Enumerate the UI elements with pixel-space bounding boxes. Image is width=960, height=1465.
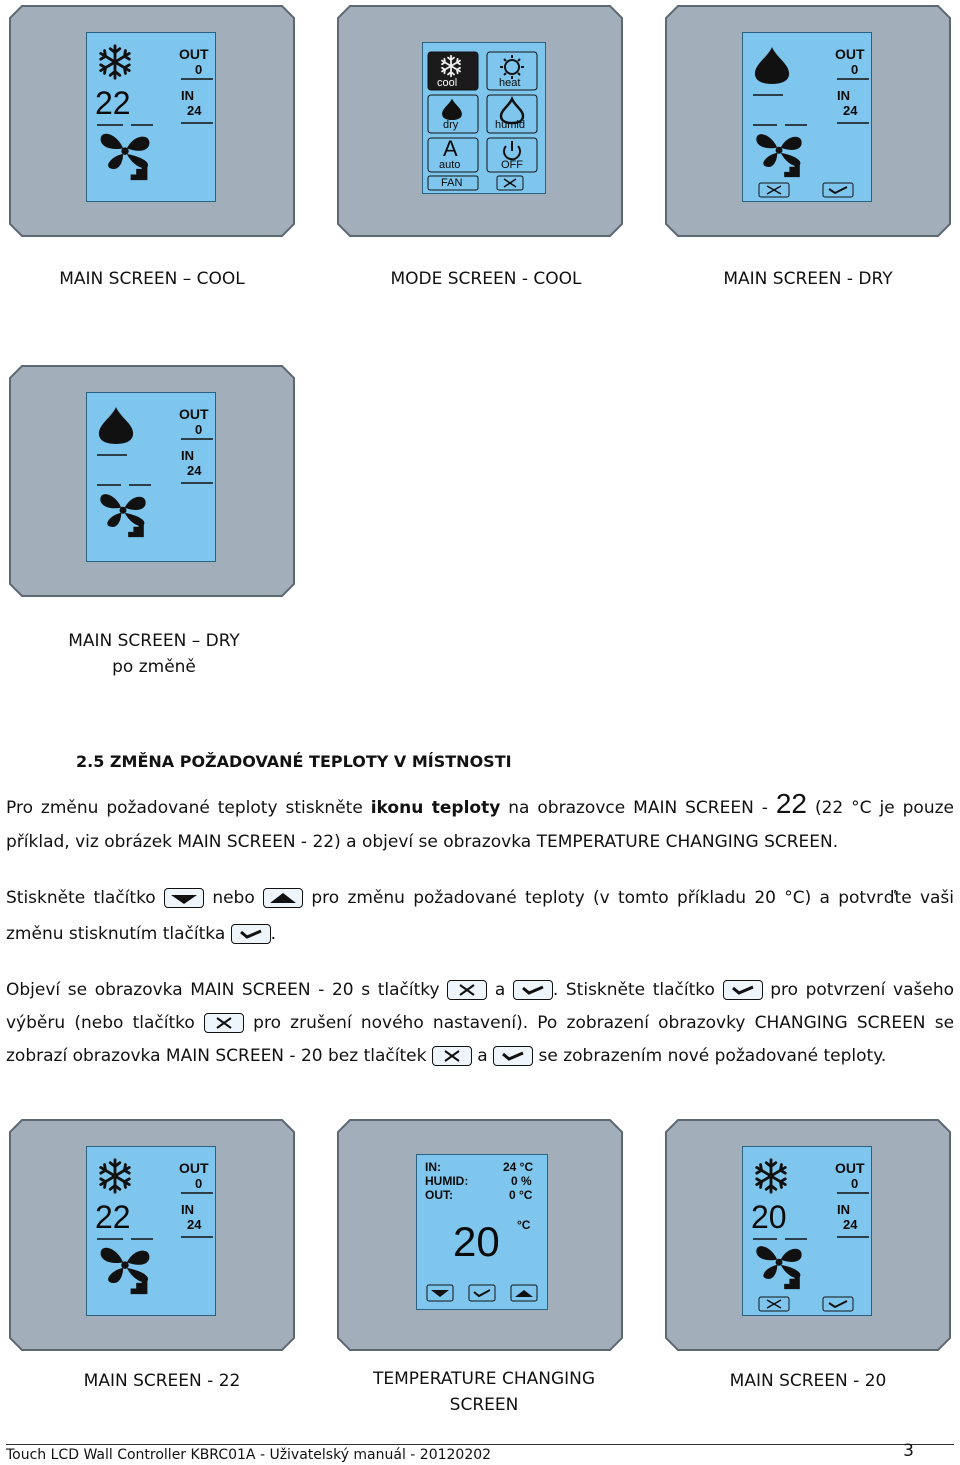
out-label: OUT	[179, 46, 209, 62]
footer-text: Touch LCD Wall Controller KBRC01A - Uživatelský manuál - 20120202	[6, 1447, 492, 1463]
confirm-button[interactable]	[493, 1046, 533, 1066]
cool-icon[interactable]	[101, 1160, 130, 1192]
lcd	[742, 1146, 872, 1316]
out-value: 0	[195, 62, 203, 77]
mode-off-button[interactable]: OFF	[501, 159, 523, 171]
caption-main-dry: MAIN SCREEN - DRY	[723, 269, 893, 289]
cool-icon[interactable]	[757, 1160, 786, 1192]
mode-humid-button[interactable]: humid	[495, 119, 525, 131]
temperature-value[interactable]: 22	[95, 1199, 131, 1235]
cancel-button[interactable]	[432, 1046, 472, 1066]
caption-main-dry-after: MAIN SCREEN – DRY po změně	[68, 631, 240, 677]
out-value: 0	[851, 62, 859, 77]
lcd	[86, 32, 216, 202]
caption-mode-cool: MODE SCREEN - COOL	[390, 269, 582, 289]
mode-auto-button[interactable]: auto	[439, 159, 461, 171]
in-label: IN	[181, 1202, 194, 1217]
in-value: 24	[843, 103, 858, 118]
temperature-unit: °C	[517, 1218, 531, 1232]
in-label: IN	[837, 88, 850, 103]
confirm-button[interactable]	[513, 980, 553, 1000]
footer	[6, 1441, 954, 1463]
out-label: OUT	[179, 1160, 209, 1176]
fan-icon[interactable]	[756, 134, 801, 177]
main-screen-dry	[664, 2, 952, 240]
page-number: 3	[903, 1441, 914, 1461]
in-value: 24	[187, 103, 202, 118]
cool-icon[interactable]	[101, 46, 130, 78]
fan-button[interactable]: FAN	[441, 177, 463, 189]
main-screen-dry-after	[8, 362, 296, 600]
up-button[interactable]	[263, 888, 303, 908]
out-label: OUT	[835, 1160, 865, 1176]
lcd	[416, 1154, 548, 1310]
in-label: IN	[181, 448, 194, 463]
in-value: 24	[187, 1217, 202, 1232]
paragraph-1-line-1: Pro změnu požadované teploty stiskněte ikonu teploty na obrazovce MAIN SCREEN - 22 (22 °C je pouze	[6, 788, 954, 819]
section-heading: 2.5 ZMĚNA POŽADOVANÉ TEPLOTY V MÍSTNOSTI	[76, 752, 512, 771]
in-label: IN	[837, 1202, 850, 1217]
paragraph-2-line-2: změnu stisknutím tlačítka .	[6, 924, 277, 944]
humid-value: 0 %	[511, 1174, 532, 1188]
in-value: 24	[843, 1217, 858, 1232]
paragraph-3-line-2: výběru (nebo tlačítko pro zrušení nového nastavení). Po zobrazení obrazovky CHANGING SCREEN se	[6, 1013, 955, 1033]
caption-main-22: MAIN SCREEN - 22	[83, 1371, 241, 1391]
main-screen-cool	[8, 2, 296, 240]
lcd	[86, 392, 216, 562]
temperature-value[interactable]: 22	[95, 85, 131, 121]
main-screen-22	[8, 1116, 296, 1354]
caption-main-cool: MAIN SCREEN – COOL	[59, 269, 245, 289]
in-value: 24	[187, 463, 202, 478]
in-label: IN:	[425, 1160, 441, 1174]
mode-heat-button[interactable]: heat	[499, 77, 521, 89]
out-value: 0 °C	[509, 1188, 533, 1202]
confirm-button[interactable]	[723, 980, 763, 1000]
in-value: 24 °C	[503, 1160, 534, 1174]
fan-icon[interactable]	[756, 1246, 801, 1289]
humid-label: HUMID:	[425, 1174, 469, 1188]
caption-temperature-changing: TEMPERATURE CHANGING SCREEN	[372, 1369, 596, 1415]
paragraph-3-line-3: zobrazí obrazovka MAIN SCREEN - 20 bez tlačítek a se zobrazením nové požadované teploty.	[6, 1046, 887, 1066]
mode-dry-button[interactable]: dry	[443, 119, 459, 131]
out-label: OUT:	[425, 1188, 453, 1202]
lcd	[86, 1146, 216, 1316]
out-value: 0	[195, 422, 203, 437]
cancel-button[interactable]	[204, 1013, 244, 1033]
cancel-button[interactable]	[447, 980, 487, 1000]
mode-cool-button[interactable]: cool	[437, 77, 458, 89]
mode-screen-cool	[336, 2, 624, 240]
lcd	[422, 42, 546, 194]
out-label: OUT	[179, 406, 209, 422]
down-button[interactable]	[164, 888, 204, 908]
caption-main-20: MAIN SCREEN - 20	[729, 1371, 887, 1391]
paragraph-1-line-2: příklad, viz obrázek MAIN SCREEN - 22) a objeví se obrazovka TEMPERATURE CHANGING SCREEN.	[6, 832, 839, 852]
target-temperature: 20	[453, 1218, 500, 1265]
in-label: IN	[181, 88, 194, 103]
out-label: OUT	[835, 46, 865, 62]
temperature-value[interactable]: 20	[751, 1199, 787, 1235]
auto-icon: A	[443, 136, 458, 161]
temperature-changing-screen	[336, 1116, 624, 1354]
dry-icon[interactable]	[99, 407, 133, 444]
main-screen-20	[664, 1116, 952, 1354]
fan-icon[interactable]	[101, 134, 150, 180]
fan-icon[interactable]	[101, 1248, 150, 1294]
out-value: 0	[851, 1176, 859, 1191]
confirm-button[interactable]	[231, 924, 271, 944]
fan-icon[interactable]	[100, 494, 145, 537]
paragraph-2-line-1: Stiskněte tlačítko nebo pro změnu požadované teploty (v tomto příkladu 20 °C) a potvrďte vaši	[6, 888, 955, 908]
out-value: 0	[195, 1176, 203, 1191]
dry-icon[interactable]	[755, 47, 789, 84]
lcd	[742, 32, 872, 202]
paragraph-3-line-1: Objeví se obrazovka MAIN SCREEN - 20 s tlačítky a . Stiskněte tlačítko pro potvrzení vašeho	[6, 980, 954, 1000]
